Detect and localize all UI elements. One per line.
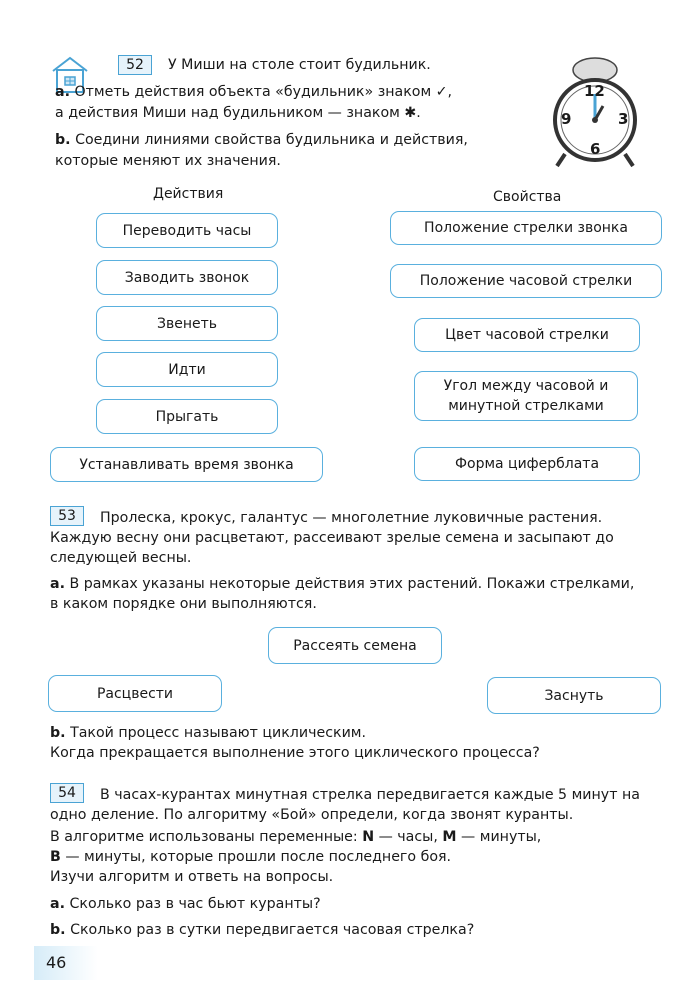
var-b-desc: — минуты, которые прошли после последнего боя.: [65, 849, 452, 865]
task-54-vars: [50, 827, 541, 847]
task-54-line3: В алгоритме использованы переменные:: [50, 829, 358, 845]
task-53-a-label: a.: [50, 576, 65, 592]
task-54-a-text: Сколько раз в час бьют куранты?: [69, 896, 321, 912]
task-53-a-line1: В рамках указаны некоторые действия этих растений. Покажи стрелками,: [69, 576, 635, 592]
task-54-b-label: b.: [50, 922, 66, 938]
var-n-desc: — часы,: [378, 829, 438, 845]
process-box-sleep: Заснуть: [487, 677, 661, 714]
clock-number-9: 9: [561, 110, 572, 128]
task-54-var-b-line: [50, 847, 451, 867]
task-52-a-line2: а действия Миши над будильником — знаком ✱.: [55, 105, 421, 121]
task-54-a-label: a.: [50, 896, 65, 912]
task-54-b-text: Сколько раз в сутки передвигается часовая стрелка?: [70, 922, 475, 938]
task-52-a: [55, 82, 452, 102]
task-52-b-line2: которые меняют их значения.: [55, 153, 281, 169]
page-number: 46: [34, 946, 98, 980]
task-53-a: [50, 574, 634, 594]
task-53-line3: следующей весны.: [50, 550, 192, 566]
task-53-line2: Каждую весну они расцветают, рассеивают зрелые семена и засыпают до: [50, 530, 614, 546]
task-54-line2: одно деление. По алгоритму «Бой» определи, когда звонят куранты.: [50, 807, 574, 823]
task-53-number: 53: [50, 506, 84, 526]
task-53-b: [50, 723, 366, 743]
action-box: Устанавливать время звонка: [50, 447, 323, 482]
process-box-scatter: Рассеять семена: [268, 627, 442, 664]
task-54-line1: В часах-курантах минутная стрелка передвигается каждые 5 минут на: [100, 787, 640, 803]
action-box: Прыгать: [96, 399, 278, 434]
actions-header: Действия: [153, 186, 224, 202]
task-52-b-label: b.: [55, 132, 71, 148]
process-box-bloom: Расцвести: [48, 675, 222, 712]
var-m-desc: — минуты,: [461, 829, 542, 845]
task-52-b-line1: Соедини линиями свойства будильника и действия,: [75, 132, 468, 148]
property-box: Положение часовой стрелки: [390, 264, 662, 298]
property-box: Угол между часовой и минутной стрелками: [414, 371, 638, 421]
task-54-a: [50, 894, 321, 914]
action-box: Звенеть: [96, 306, 278, 341]
task-52-intro: У Миши на столе стоит будильник.: [168, 57, 431, 73]
task-52-b: [55, 130, 468, 150]
task-52-a-line1: Отметь действия объекта «будильник» знаком ✓,: [74, 84, 453, 100]
action-box: Переводить часы: [96, 213, 278, 248]
clock-number-12: 12: [584, 82, 605, 100]
task-52-number: 52: [118, 55, 152, 75]
task-54-b: [50, 920, 474, 940]
task-54-line5: Изучи алгоритм и ответь на вопросы.: [50, 869, 334, 885]
task-53-b-line2: Когда прекращается выполнение этого циклического процесса?: [50, 745, 540, 761]
properties-header: Свойства: [493, 189, 562, 205]
task-53-b-label: b.: [50, 725, 66, 741]
var-m: M: [442, 829, 457, 845]
task-53-b-line1: Такой процесс называют циклическим.: [70, 725, 366, 741]
clock-number-6: 6: [590, 140, 601, 158]
property-box: Форма циферблата: [414, 447, 640, 481]
task-53-a-line2: в каком порядке они выполняются.: [50, 596, 317, 612]
var-n: N: [362, 829, 375, 845]
property-box: Положение стрелки звонка: [390, 211, 662, 245]
action-box: Идти: [96, 352, 278, 387]
task-54-number: 54: [50, 783, 84, 803]
task-53-line1: Пролеска, крокус, галантус — многолетние луковичные растения.: [100, 510, 603, 526]
action-box: Заводить звонок: [96, 260, 278, 295]
task-52-a-label: a.: [55, 84, 70, 100]
alarm-clock-illustration: [547, 52, 647, 170]
clock-number-3: 3: [618, 110, 629, 128]
var-b: B: [50, 849, 61, 865]
property-box: Цвет часовой стрелки: [414, 318, 640, 352]
